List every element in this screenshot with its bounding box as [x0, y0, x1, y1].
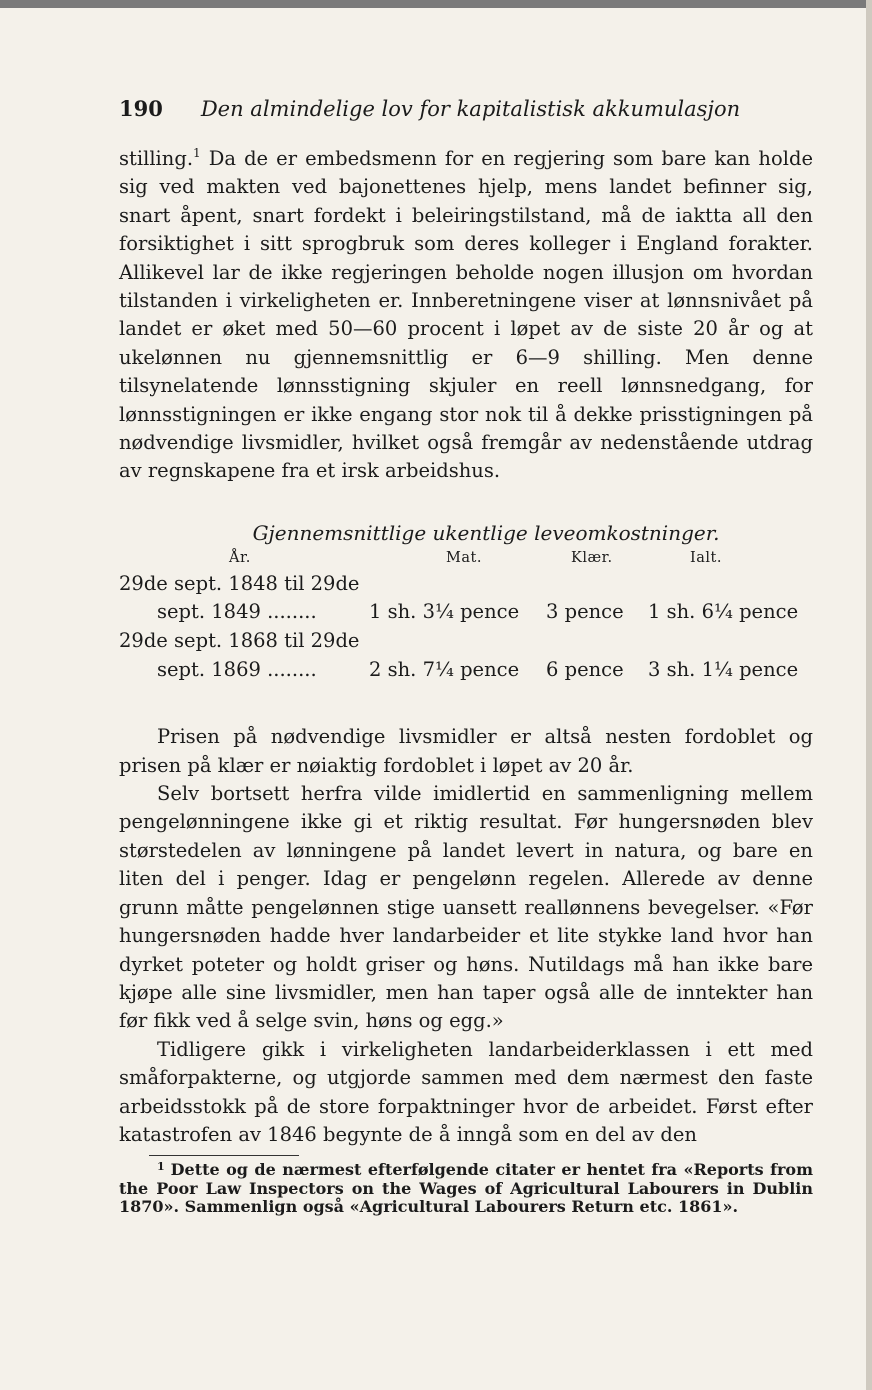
row-1-klaer: 3 pence [546, 600, 624, 624]
footnote-divider [149, 1155, 299, 1156]
table-title: Gjennemsnittlige ukentlige leveomkostninger. [252, 520, 720, 545]
page-header [119, 96, 813, 121]
scan-top-edge [0, 0, 872, 8]
row-2-klaer: 6 pence [546, 657, 624, 681]
header-year: År. [229, 549, 251, 566]
table-row-2-line-1 [119, 629, 813, 658]
scan-right-edge [866, 0, 872, 1390]
row-1-mat: 1 sh. 3¼ pence [369, 600, 520, 624]
row-1-total: 1 sh. 6¼ pence [648, 600, 799, 624]
header-klaer: Klær. [571, 549, 613, 566]
paragraph-1-lead: stilling. [119, 147, 194, 170]
footnote-mark: 1 [157, 1160, 165, 1174]
row-2-total: 3 sh. 1¼ pence [648, 657, 799, 681]
row-2-mat: 2 sh. 7¼ pence [369, 657, 520, 681]
paragraph-4: Tidligere gikk i virkeligheten landarbeiderklassen i ett med småforpakterne, og utgjorde sammen med dem nærmest den faste arbeidsstokk på de store forpaktninger hvor de arbeidet. Først efter katastrofen av 1846 begynte de å inngå som en del av den [119, 1037, 813, 1146]
footnote-text: Dette og de nærmest efterfølgende citater er hentet fra «Reports from the Poor Law Inspectors on the Wages of Agricultural Labourers in Dublin 1870». Sammenlign også «Agricultural Labourers Return etc. 1861». [119, 1160, 813, 1217]
running-title: Den almindelige lov for kapitalistisk akkumulasjon [200, 97, 741, 121]
row-2-period-line-1: 29de sept. 1868 til 29de [119, 629, 360, 653]
footnote [119, 1158, 813, 1217]
table-row-2-line-2 [119, 658, 813, 687]
paragraph-1-text: Da de er embedsmenn for en regjering som bare kan holde sig ved makten ved bajonettenes hjelp, mens landet befinner sig, snart åpent, snart fordekt i beleiringstilstand, må de iaktta all den forsiktighet i sitt sprogbruk som deres kolleger i England forakter. Allikevel lar de ikke regjeringen beholde nogen illusjon om hvordan tilstanden i virkeligheten er. Innberetningene viser at lønnsnivået på landet er øket med 50—60 procent i løpet av de siste 20 år og at ukelønnen nu gjennemsnittlig er 6—9 shilling. Men denne tilsynelatende lønnsstigning skjuler en reell lønnsnedgang, for lønnsstigningen er ikke engang stor nok til å dekke prisstigningen på nødvendige livsmidler, hvilket også fremgår av nedenstående utdrag av regnskapene fra et irsk arbeidshus. [119, 147, 813, 483]
paragraph-3: Selv bortsett herfra vilde imidlertid en sammenligning mellem pengelønningene ikke gi et riktig resultat. Før hungersnøden blev størstedelen av lønningene på landet levert in natura, og bare en liten del i penger. Idag er pengelønn regelen. Allerede av denne grunn måtte pengelønnen stige uansett reallønnens bevegelser. «Før hungersnøden hadde hver landarbeider et lite stykke land hvor han dyrket poteter og holdt griser og høns. Nutildags må han ikke bare kjøpe alle sine livsmidler, men han taper også alle de inntekter han før fikk ved å selge svin, høns og egg.» [119, 782, 813, 1033]
page-number: 190 [119, 96, 163, 121]
header-mat: Mat. [446, 549, 482, 566]
table-row-1-line-2 [119, 600, 813, 629]
cost-table [119, 550, 813, 686]
paragraph-2: Prisen på nødvendige livsmidler er altså nesten fordoblet og prisen på klær er nøiaktig fordoblet i løpet av 20 år. [119, 725, 813, 777]
book-page [119, 96, 813, 1217]
header-total: Ialt. [690, 549, 722, 566]
paragraph-1 [119, 145, 813, 486]
table-row-1-line-1 [119, 572, 813, 601]
row-2-period-line-2: sept. 1869 ........ [157, 657, 317, 681]
table-header-row [119, 550, 813, 572]
row-1-period-line-2: sept. 1849 ........ [157, 600, 317, 624]
row-1-period-line-1: 29de sept. 1848 til 29de [119, 571, 360, 595]
footnote-reference: 1 [193, 146, 201, 160]
